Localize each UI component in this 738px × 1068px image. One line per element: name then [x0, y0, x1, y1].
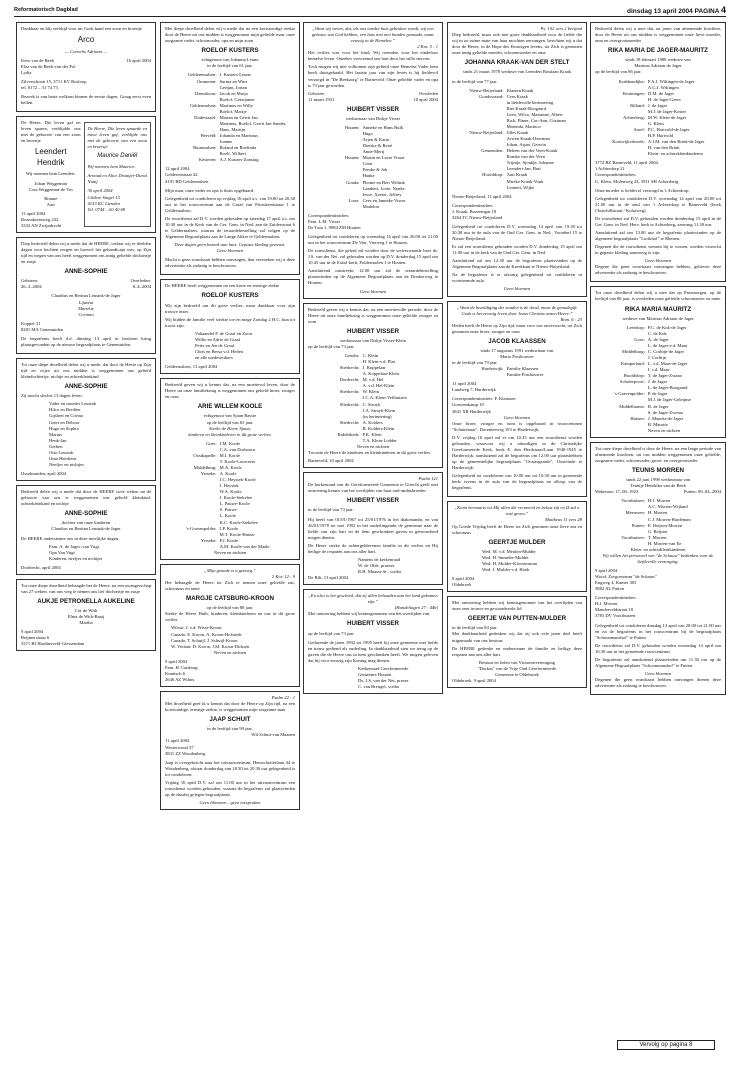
- ad-name: JAAP SCHUIT: [209, 716, 251, 724]
- ad-maurice: De Heere, Die leven spaarde en mooi leven gaf, verblijde ons met de geboorte van een zoon en broertje Maurice Daniël Wij noemen hem Maurice. Arnoud en Alice Draaijer-Dural Naaij 30 april 2004 Gildere Singel 13 4153 KC Lienden Tel. 0744 – 60 40 68: [84, 122, 152, 227]
- family-line: Herveld: Johanda en Martinus: [200, 133, 258, 139]
- family-line: Krabbendijke: P.A.J. Wiltingen-de Jager: [618, 78, 695, 84]
- family-line: H. de Jager-Geers: [647, 96, 681, 102]
- ad-geertje-mulder: „Komt hernaarts tot Mij allen die vermoeid en belast zijt en Ik zal u rust geven.” Mattheus 11 vers 28 Op Goede Vrijdag heeft de Heere tot Zich genomen onze lieve zus en schoonzus GEERTJE MULDER Wed. M. v.d. Meulen-Mulder Wed. H. Immeler-Mulder Wed. H. Mulder-Kloosterman Wed. J. Mulder-v.d. Hoek 9 april 2004 Oldebroek: [447, 501, 587, 592]
- family-line: Gemeniden: Heleen van der Veen-Kraak: [481, 148, 558, 154]
- ad-name: ROELOF KUSTERS: [201, 47, 259, 55]
- ad-name: ANNE-SOPHIE: [64, 383, 108, 391]
- family-line: Roelof, Marije: [219, 108, 247, 114]
- family-line: Nieuw-Beijerland: Klazien Kraak: [469, 87, 534, 93]
- family-line: Hoofddorp: Aart Kraak: [482, 172, 528, 178]
- family-line: H. van den Brink: [647, 145, 680, 151]
- ad-huibert-visser-2: Bedroefd geven wij u kennis dat, na een moeitevolle periode, door de Heere uit onze familiekring is weggenomen onze geliefde zwager en oom HUIBERT VISSER weduwnaar van Dirkje Visser-Klein op de leeftijd van 73 jaar. Genshs: C. Klein H. Klein-v.d. Plas Sliedrecht: J. Koppelaar A. Koppelaar-Klein Dordrecht: M. v.d. Hel A. v.d. Hel-Klein Sliedrecht: W. Klein J.C.A. Klein-Velthuizen Sliedrecht: C. Struyk J.A. Struyk-Klein (in herinnering) Sliedrecht: A. Kolders B. Kolders-Klein Ridderkerk: P.K. Klein T.A. Klein-Lodder Neven en nichten Troostte de Heere de kinderen en kleinkinderen in dit grote verlies. Barneveld, 10 april 2004: [303, 303, 443, 469]
- family-line: Coen: [362, 161, 373, 167]
- family-line: Romke van der Veen: [506, 154, 545, 160]
- family-line: Rick, Elmer, Cor-Ann, Costinan: [506, 117, 566, 123]
- continued-on-page-link[interactable]: Vervolg op pagina 8: [617, 1040, 715, 1050]
- family-line: M.J. de Jager-Koster: [647, 108, 687, 114]
- family-line: Kruiningen: D.M. de Jager: [622, 90, 674, 96]
- ad-name: ROELOF KUSTERS: [201, 292, 259, 300]
- family-line: Joanne: [219, 139, 233, 145]
- ad-name: RIKA MARIA DE JAGER-MAURITZ: [608, 47, 708, 55]
- family-line: S. Pauwe: [219, 507, 237, 513]
- family-line: M.T. Koole-Huizer: [219, 531, 255, 537]
- family-line: S. de Jager-Zwerus: [647, 409, 684, 415]
- family-line: Huizen: J. Mauritz-de Jager: [630, 415, 684, 421]
- column-2: [160, 22, 300, 814]
- family-line: A.C.J. Wiltingen: [647, 84, 679, 90]
- family-line: Kesteren: A.J. Kusters-Zonstag: [198, 157, 259, 163]
- family-line: A. Koppelaar-Klein: [362, 371, 399, 377]
- family-line: Anne-Merij: [362, 149, 385, 155]
- family-line: L. Pauwe-Koole: [219, 501, 250, 507]
- family-line: Lennert, Wijke: [506, 184, 535, 190]
- ad-roelof-kusters-1: Met diepe droefheid delen wij u mede dat na een kortstondige ziekte door de Heere uit ons midden is weggenomen mijn geliefde man, onze zorgzame vader, schoonvader, opa en mijn zoon ROELOF KUSTERS echtgenoot van Johanna Leune in de leeftijd van 61 jaar. Gelderemalsen: J. Kusters-Leune Ommeren: Sarina en Wim Gertjan, Jorian IJzendoorn: Jacob en Marja Roelof, Geertjanne Geldermalsen: Martinus en Willy Roelof, Marije Dodewaard: Marian en Gerrit Jan Martinus, Roelof, Gerrit Jan Sander, Hans, Martijn Herveld: Johanda en Martinus Joanne Buurmalsen: Roland en Roelinda Roelf, Wilbert Kesteren: A.J. Kusters-Zonstag 12 april 2004 Gelderenstraat 42 4191 BD Geldermalsen Mijn man, onze vader en opa is thuis opgebaard. Gelegenheid tot condoleren op vrijdag 16 april a.s. van 19.00 tot 20.30 uur in het rouwcentrum aan de Graaf van Prinsterenstraat 1 te Geldermalsen. De rouwdienst zal D.V. worden gehouden op zaterdag 17 april a.s. om 10.30 uur in de Kerk van de Ger. Gem. in Ned. aan de Zuiderstraat 6 te Geldermalsen, waarna de teraardebestelling zal volgen op de Algemene Begraafplaats aan de Lange Akker te Geldermalsen. Deze dagen geen bezoek aan huis. Gepaste kleding gewenst. Geen bloemen Mocht u geen rouwkaart hebben ontvangen, dan verzoeken wij u deze advertentie als zodanig te beschouwen.: [160, 22, 300, 275]
- family-line: L. de Jager-v.d. Maas: [647, 342, 688, 348]
- family-line: Marenda, Marinco: [506, 123, 541, 129]
- family-line: T.A. Klein-Lodder: [362, 437, 397, 443]
- ad-anne-sophie-1: Diep bedroefd delen wij u mede dat de HEERE, toelaat wij er deelden dagen voor hechten zorgen en hoewel het gehandicapt was, op Zijn tijd en wegen van ons heeft weggenomen ons innig geliefde dochtertje en zusje ANNE-SOPHIE Geboren: Overleden: 26–3–2004 8–4–2004 Claudius en Bertina Leusink-de Jager Lijanna Mariëtte Corinna Koppel 31 8281 MA Genemuiden De begrafenis heeft d.d. dinsdag 13 april in besloten kring plaatsgevonden op de nieuwe begraafplaats te Genemuiden.: [16, 237, 156, 354]
- column-1: [16, 22, 156, 655]
- ad-anne-sophie-3: Bedroefd delen wij u mede dat door de HEERE twee weken na de geboorte van ons is weggenomen ons geliefd kleinkind, achterkleinkind en nichtje ANNE-SOPHIE dochter van onze kinderen Claudius en Bertina Leusink-de Jager De HEERE ondersteune ons in deze moeilijke dagen. Fam. A. de Jager–van Vugt Opa Van Vugt Kinderen, neefjes en nichtjes Dordrecht, april 2004: [16, 485, 156, 575]
- family-line: J. Corbijn: [647, 355, 667, 360]
- ad-arie-willem-koole: Bedroefd geven wij u kennis dat, na een moeitevol leven, door de Heere uit onze familiekring is weggenomen ons geliefd broer, zwager en oom ARIE WILLEM KOOLE echtgenoot van Sjaan Bassie op de leeftijd van 65 jaar. Sterke de Heere Sjaan, kinderen en kleinkinderen in dit grote verlies. Goes: J.M. Koole C.A. van Dorhoorn Oostkapelle: M.I. Koole T. Koole-Louwerse Middelburg: M.A. Koole Yerseke: A. Koole J.C. Heystek-Koole J. Heystek W.A. Koole J. Koole-Stekelee L. Pauwe-Koole S. Pauwe L. Koole K.C. Koole-Stekelee 's-Gravenpolder: J.P. Koole M.T. Koole-Huizer Yerseke: P.J. Koole A.M. Koole-van der Maale Neven en nichten: [160, 378, 300, 560]
- family-line: G. Klein: [647, 120, 664, 126]
- family-line: 's-Gravenpolder: P. de Jager: [614, 391, 668, 397]
- family-line: Oostkapelle: M.I. Koole: [193, 452, 240, 458]
- family-line: C.A. van Dorhoorn: [219, 446, 256, 452]
- ad-name: GEERTJE VAN PUTTEN-MULDER: [467, 615, 567, 623]
- family-line: G. Beijsen: [647, 528, 668, 534]
- newspaper-name: Reformatorisch Dagblad: [14, 7, 78, 13]
- family-line: Mireke Kraak-Vonk: [506, 178, 544, 184]
- ad-margje-catsburg: „Mijn genade is u genoeg.” 2 Kor. 12 : 9 Het behaagde de Heere tot Zich te nemen onze geliefde zus, schoonzus en tante MARGJE CATSBURG-KROON op de leeftijd van 88 jaar. Sterke de Heere Huib, kinderen, kleinkinderen en ons in dit grote verlies. Wilsur: J. v.d. Wiser-Kroon Canada: E. Kroon, A. Kroon-Hofstede Canada: T. Schuijl, J. Schuijl-Kroon W. Verlaat: D. Kroon, J.M. Kroon-Dirksen Neven en nichten 9 april 2004 Fam. H. Catsburg Knuttsch 6 2646 AZ Wilnis: [160, 564, 300, 687]
- family-line: Meeuwen: H. Morren: [625, 510, 668, 516]
- family-line: K.C. Koole-Stekelee: [219, 519, 258, 525]
- family-line: Kootwijkerbroek: A.J.M. van den Brink-de Jager: [612, 139, 705, 145]
- ad-aukje: Tot onze diepe droefheid behaagde het de Heere, na een zwangerschap van 27 weken, van ons weg te nemen ons lief dochtertje en zusje AUKJE PETRONELLA AUKELINE Cor de With Elma de With-Baaij Martha 9 april 2004 Reijmerstraat 6 3371 BJ Hardinxveld-Giessendam: [16, 579, 156, 652]
- family-line: B. Kolders-Klein: [362, 425, 395, 431]
- family-line: J. Koole-Stekelee: [219, 495, 252, 501]
- ad-name: HUIBERT VISSER: [347, 620, 399, 628]
- family-line: Hoofddorp: T. de Jager-Zwaan: [623, 373, 682, 379]
- family-line: Gelderemalsen: J. Kusters-Leune: [187, 72, 251, 78]
- family-line: Gertjan, Jorian: [219, 84, 247, 90]
- family-line: Madelon: [362, 203, 379, 209]
- page-date: dinsdag 13 april 2004 PAGINA 4: [627, 5, 726, 15]
- ad-name: Leendert Hendrik: [34, 147, 67, 167]
- family-line: Femke & Job: [362, 167, 388, 173]
- family-line: L. Koole: [219, 513, 236, 519]
- ad-name: JOHANNA KRAAK-VAN DER STELT: [464, 59, 570, 67]
- ad-name: Arco: [77, 35, 95, 45]
- family-line: Riet Kraak-Boogaard: [506, 105, 547, 111]
- ad-name: HUIBERT VISSER: [347, 327, 399, 335]
- family-line: C.J. Morren-Hardeman: [647, 516, 691, 522]
- ad-huibert-visser-4: „En also is het geschied, dat zij allen behouden aan het land gekomen zijn.” (Handelingen 27 : 44b) Met ontroering hebben wij kennisgenomen van het overlijden van HUIBERT VISSER op de leeftijd van 73 jaar. Gedurende de jaren 1992 tot 1995 heeft hij onze gemeente met liefde en trouw gediend als ouderling. In dankbaarheid zien we terug op de gaven die de Heere ons in hem geschonken heeft. We mogen geloven dat hij voor eeuwig zijn Koning mag dienen. Kerkenraad Gereformeerde Gemeente Houten Ds. J.S. van der Net, preses C. van Breugel, scriba: [303, 589, 443, 694]
- ad-name: AUKJE PETRONELLA AUKELINE: [37, 597, 135, 605]
- family-line: Achterberg: M.W. Klein-de Jager: [623, 114, 687, 120]
- family-line: Nieuw-Beijerland: Jilles Kraak: [469, 130, 529, 135]
- family-line: M.J. de Jager-Geleijnse: [647, 397, 692, 403]
- family-line: J.A. Struyk-Klein: [362, 407, 396, 413]
- family-line: Goudswaard: Cees Kraak: [479, 93, 528, 99]
- ad-name: HUIBERT VISSER: [347, 105, 399, 113]
- family-line: J.C.A. Klein-Velthuizen: [362, 395, 407, 401]
- ad-jaap-schuit: Psalm 22 : 1 Met droefheid geef ik u kennis dat door de Heere op Zijn tijd, na een kortstondige, ernstige ziekte, is weggenomen mijn zorgzame man JAAP SCHUIT in de leeftijd van 99 jaar. Wil Schuit-van Maanen 11 april 2004 Westerwoud 37 3831 ZZ Woudenberg Jaap is overgebracht naar het uitvaartcentrum, Hemschotterlaan 44 te Woudenberg, alwaar donderdag van 18.30 tot 20.30 uur gelegenheid is tot condoleren. Vrijdag 16 april D.V. zal om 11.00 uur in het uitvaartcentrum een rouwdienst worden gehouden, waarna de begrafenis zal plaatsvinden op de daarbij gelegen begraafplaats. Geen bloemen – geen toespraken: [160, 691, 300, 810]
- family-line: Houten: Martin en Lucie Visser: [344, 155, 405, 161]
- family-line: C. de Kok: [647, 330, 667, 336]
- family-line: Leerdorp: P.C. de Kok-de Jager: [626, 324, 687, 330]
- ad-rika-mauritz-2: Tot onze droefheid delen wij u mee dat op Paasmorgen, op de leeftijd van 86 jaar, is overleden onze geliefde schoonzuster en tante RIKA MARIA MAURITZ weduwe van Marinus Adriaan de Jager Leerdorp: P.C. de Kok-de Jager C. de Kok Goes: A. de Jager L. de Jager-v.d. Maas Middelburg: C. Corbijn-de Jager J. Corbijn Kamperland: L. v.d. Maas-de Jager I. v.d. Maas Hoofddorp: T. de Jager-Zwaan Schoterpoort: J. de Jager L. de Jager-Boogaard 's-Gravenpolder: P. de Jager M.J. de Jager-Geleijnse Middelharnis: B. de Jager S. de Jager-Zwerus Huizen: J. Mauritz-de Jager B. Mauritz Neven en nichten: [590, 286, 726, 437]
- ad-rika-de-jager-1: Bedroefd delen wij u mee dat, na jaren van afnemende krachten, door de Heere uit ons midden is weggenomen onze lieve moeder, oma en overgrootmoeder RIKA MARIA DE JAGER-MAURITZ sinds 18 februari 1988 weduwe van Marinus Adriaan de Jager op de leeftijd van 86 jaar. Krabbendijke: P.A.J. Wiltingen-de Jager A.C.J. Wiltingen Kruiningen: D.M. de Jager H. de Jager-Geers Rilland: J. de Jager M.J. de Jager-Koster Achterberg: M.W. Klein-de Jager G. Klein Sasel: P.C. Hartvold-de Jager H.P. Hartvold Kootwijkerbroek: A.J.M. van den Brink-de Jager H. van den Brink Klein- en achterkleinkinderen 3772 BZ Barneveld, 11 april 2004 't Achterdorp 21 Correspondentieadres: G. Klein, Molenweg 24, 3911 SH Achterberg Onze moeder is liefdevol verzorgd in 't Achterdorp. Gelegenheid tot condoleren D.V. woensdag 14 april van 20.00 tot 21.00 uur in de aaul van 't Achterdorp te Barneveld (hoek Churchillstraat / Kolarweg). De rouwdienst zal D.V. gehouden worden donderdag 15 april in de Ger. Gem. in Ned. Herv. kerk te Achterberg, aanvang 11.30 uur. Aansluitend zal om 13.00 uur de begrafenis plaatsvinden op de algemene begraafplaats "Lorikhof" te Rhenen. Degenen die de rouwdienst wensen bij te wonen, worden verzocht in gepaste kleding aanwezig te zijn. Geen bloemen Degene die geen rouwkaart ontvangen hebben, gelieven deze advertentie als zodanig te beschouwen.: [590, 22, 726, 282]
- family-line: Klein- en achterkleinkinderen: [647, 151, 703, 157]
- ad-johanna-kraak: Ps. 102 vers 2 berijmd Diep bedroefd, maar ook met grote dankbaarheid voor de liefde die wij in zo ruime mate van haar mochten ontvangen, berichten wij u dat door de Heere, in de Hope des Eeuwigen levens, tot Zich is genomen onze innig geliefde moeder, schoonmoeder en oma JOHANNA KRAAK-VAN DER STELT sinds 21 maart 1978 weduwe van Leendert Bastiaan Kraak in de leeftijd van 77 jaar. Nieuw-Beijerland: Klazien Kraak Goudswaard: Cees Kraak in liefdevolle herinnering Riet Kraak-Boogaard Leen, Wilco, Marianne, Albert Rick, Elmer, Cor-Ann, Costinan Marenda, Marinco Nieuw-Beijerland: Jilles Kraak Arwen Kraak-IJzerman Johan, Arjan, Gerwin Gemeniden: Heleen van der Veen-Kraak Romke van der Veen Trijntje, Sjoukje, Johanne Leendert-Jan, Bart Hoofddorp: Aart Kraak Mireke Kraak-Vonk Lennert, Wijke Nieuw-Beijerland, 11 april 2004 Correspondentieadres: J. Kraak, Boezemgat 18 3264 TC Nieuw-Beijerland Gelegenheid tot condoleren D.V. woensdag 14 april van 19.30 tot 20.30 uur in de aula van de Oud Ger. Gem. in Ned., Voordeel 15 te Nieuw-Beijerland. Er zal een rouwdienst gehouden worden D.V. donderdag 15 april om 11.00 uur in de kerk van de Oud Ger. Gem. in Ned. Aansluitend zal om 12.30 uur de begrafenis plaatsvinden op de Algemene Begraafplaats aan de Kreekkant te Nieuw-Beijerland. Na de begrafenis is er afzonig gelegenheid tot condoleren in voornoemde aula. Geen bloemen: [447, 22, 587, 297]
- family-line: B. Mauritz: [647, 421, 668, 427]
- family-line: IJzendoorn: Jacob en Marja: [194, 90, 248, 96]
- ad-name: RIKA MARIA MAURITZ: [624, 305, 692, 313]
- family-line: Sliedrecht: W. Klein: [339, 389, 380, 395]
- ad-name: JACOB KLAASSEN: [488, 337, 546, 345]
- family-line: Voorthuizen: T. Morren: [621, 534, 667, 540]
- ad-name: TEUNIS MORREN: [632, 467, 684, 474]
- family-line: Roelof, Geertjanne: [219, 96, 255, 102]
- family-line: Middelharnis: B. de Jager: [619, 403, 669, 409]
- ad-teunis-morren: Tot onze diepe droefheid is door de Heere, na een lange periode van afnemende krachten, uit ons midden weggenomen onze geliefde, zorgzame vader, schoonvader, groot- en overgrootvader TEUNIS MORREN sinds 22 juni 1998 weduwnaar van Teuntje Hendrika van de Beek Wekerom: 17–08–1923 Putten: 09–04–2004 Voorthuizen: H.J. Morren A.C. Morren-Wijland Meeuwen: H. Morren C.J. Morren-Hardeman Putten: E. Beijsen-Morren G. Beijsen Voorthuizen: T. Morren H. Morren-van Ee Klein- en achterkleinkinderen Wij willen het personeel van "de Schauw" bedanken voor de liefdevolle verzorging. 9 april 2004 Wood: Zorgcentrum "de Schauw" Engweg 4, Kamer 305 3882 AL Putten Correspondentieadres: H.J. Morren Manderveldstraat 18 3781 DV Voorthuizen Gelegenheid tot condoleren dinsdag 13 april van 20.00 tot 21.00 uur en na de begrafenis in het rouwcentrum bij de begraafplaats "Schoonmanshof" te Putten. De rouwdienst zal D.V. gehouden worden woensdag 14 april om 10.30 uur in het genoemde rouwcentrum. De begrafenis zal aansluitend plaatsvinden om 11.30 uur op de Algemene Begraafplaats "Schoonmanshof" te Putten. Geen bloemen Degenen die geen rouwkaart hebben ontvangen dienen deze advertentie als zodanig te beschouwen.: [590, 442, 726, 695]
- family-line: J. Heystek: [219, 483, 239, 489]
- ad-name: ANNE-SOPHIE: [64, 268, 108, 276]
- family-line: Leen, Wilco, Marianne, Albert: [506, 111, 563, 117]
- ad-huibert-visser-1: „Want wij weten, dat, als ons aardse huis gebroken wordt, wij een gebouw van God hebben, een huis niet met handen gemaakt, maar eeuwig in de Hemelen.” 2 Kor. 5 : 1 Het verlies was voor het kind. Wij roemden voor het eindeloos hemelse leven. Onzeker vervreemd ons hart door het stille sterven. Toch mogen wij niet volkomen zijn geliefd onze Hemelse Vader hem heeft thuisgehaald. Het laatste jaar van zijn leven is hij liefdevol verzorgd in "De Beekzorg" te Barneveld. Onze geliefde vader en opa is 73 jaar geworden. Geboren Overleden 11 maart 1931 10 april 2004 HUIBERT VISSER weduwnaar van Dirkje Visser Houten: Anneke en Hans Bulk Hugo Arjen & Karin Dietske & René Anne-Merij Houten: Martin en Lucie Visser Coen Femke & Job Hanke Gouda: Phonie en Bert Wiltink Lambert, Lotte, Nynke Jesse, Xavier, Jeffrey Lisse: Cees en Janneke Visser Madelon Correspondentieadres: Fam. L.M. Visser De Tuin 1, 9984 ZM Houten Gelegenheid tot condoleren op woensdag 14 april van 20.00 tot 21.00 uur in het rouwcentrum De Vier, Vierweg 1 te Houten. De rouwdienst, die geleid zal worden door de weleerwaarde heer ds. J.S. van der Net, zal gehouden worden op D.V. donderdag 15 april om 10.45 uur in de Eskol-kerk, Poldermolen 1 te Houten. Aansluitend omstreeks 12.00 uur zal de teraardebestelling plaatsvinden op de Algemene Begraafplaats aan de Donkerweg te Houten. Geen bloemen: [303, 22, 443, 299]
- ad-name: ANNE-SOPHIE: [64, 510, 108, 518]
- family-line: Lambert, Lotte, Nynke: [362, 185, 405, 191]
- family-line: Genshs: C. Klein: [344, 353, 379, 358]
- family-line: Hugo: [362, 131, 373, 136]
- family-line: Neven en nichten: [647, 427, 681, 433]
- family-line: Roelf, Wilbert: [219, 151, 246, 157]
- family-line: Gouda: Phonie en Bert Wiltink: [346, 179, 405, 185]
- family-line: Arjen & Karin: [362, 137, 390, 143]
- family-line: Goes: A. de Jager: [634, 336, 669, 342]
- family-line: Sasel: P.C. Hartvold-de Jager: [633, 127, 690, 132]
- family-line: Putten: E. Beijsen-Morren: [631, 522, 683, 528]
- family-line: Martinus, Roelof, Gerrit Jan Sander, Hans, Martijn: [219, 120, 287, 132]
- family-line: Sliedrecht: C. Struyk: [339, 401, 381, 407]
- family-line: A.C. Morren-Wijland: [647, 504, 688, 510]
- family-line: Voorthuizen: H.J. Morren: [621, 498, 671, 504]
- family-line: Ommeren: Sarina en Wim: [196, 78, 247, 84]
- family-line: Middelburg: C. Corbijn-de Jager: [622, 348, 685, 354]
- family-line: (in herinnering): [362, 413, 392, 419]
- family-line: Yerseke: A. Koole: [200, 471, 237, 476]
- ad-name: ARIE WILLEM KOOLE: [197, 403, 263, 411]
- ad-geertje-van-putten: Met ontroering hebben wij kennisgenomen van het overlijden van onze zeer trouwe en gewaardeerde lid GEERTJE VAN PUTTEN-MULDER in de leeftijd van 84 jaar. Met dankbaarheid gedenken wij dat zij ook vele jaren deel heeft uitgemaakt van ons bestuur. De HEERE gedenke en ondersteune de familie en heilige deze respaten aan ons aller hart. Bestuur en leden van Vrouwenvereniging "Dorkas" van de Vrije Oud Gereformeerde Gemeente te Oldebroek Oldebroek, 9 april 2004: [447, 596, 587, 688]
- ad-roelof-kusters-2: De HEERE heeft weggenomen na een korte en ernstige ziekte ROELOF KUSTERS Wij zijn bedroefd om dit grote verlies, maar dankbaar voor zijn trouwe inzet. Wij bidden de familie veel sterkte toe en mage Zondag 2 H.C. hun tot troost zijn. Vakaandel P. de Graaf en Zoon Willie en Adrie de Graaf Peter en Jen de Graaf Chris en Bersa v.d. Heden en alle medewerkers Geldermalsen, 13 april 2004: [160, 279, 300, 374]
- ad-name: Maurice Daniël: [97, 153, 138, 160]
- ad-name: HUIBERT VISSER: [347, 497, 399, 505]
- family-line: H. Klein-v.d. Plas: [362, 359, 396, 365]
- family-line: Johan, Arjan, Gerwin: [506, 142, 546, 148]
- family-line: Dodewaard: Marian en Gerrit Jan: [194, 114, 258, 120]
- family-line: T. Koole-Louwerse: [219, 458, 256, 464]
- family-line: Leendert-Jan, Bart: [506, 166, 541, 172]
- page-header: [14, 5, 726, 17]
- family-line: Lisse: Cees en Janneke Visser: [348, 197, 406, 203]
- family-line: Geldermalsen: Martinus en Willy: [189, 102, 254, 108]
- family-line: H. Morren-van Ee: [647, 540, 682, 546]
- family-line: Trijntje, Sjoukje, Johanne: [506, 160, 554, 166]
- family-line: Hanke: [362, 173, 375, 179]
- family-line: Goes: J.M. Koole: [205, 440, 241, 446]
- family-line: Schoterpoort: J. de Jager: [619, 379, 668, 385]
- family-line: W.A. Koole: [219, 489, 242, 495]
- family-line: Jesse, Xavier, Jeffrey: [362, 191, 402, 197]
- family-line: in liefdevolle herinnering: [506, 99, 554, 105]
- ad-jacob-klaassen: „Want de bezoldiging der zonden is de dood, maar de genadegift Gods is het eeuwig leven door Jezus Christus onzen Heere.” Rom. 6 : 23 Heden heeft de Heere op Zijn tijd, maar voor ons onverwacht, tot Zich genomen onze broer, zwager en oom JACOB KLAASSEN sinds 17 augustus 1991 weduwnaar van Maria Posthouwer in de leeftijd van 79 jaar. Harderwijk: Familie Klaassen Familie Posthouwer 11 april 2004 Landweg 7, Harderwijk Correspondentieadres: F. Klaassen Goeseenkamp 10 3841 XR Harderwijk Geen bloemen Onze broer, zwager en oom is opgebaard in rouwcentrum "Schuttenaar", Dorenterweg 193 te Harderwijk. D.V. vrijdag 16 april zal er om 10.45 uur een rouwdienst worden gehouden, waarvoor wij u uitnodigen in de Christelijke Gereformeerde Kerk, hoek E. den Herdstraat/Laan 1940-1945 te Harderwijk; aansluitend zal de begrafenis om 12.00 uur plaatshebben op de gemeentelijke begraafplaats "Oostergaarde", Oosteinde te Harderwijk. Gelegenheid tot condoleren van 10.00 uur tot 10.30 uur in genoemde kerk; tevens in de aula van de begraafplaats na afloop van de begrafenis.: [447, 301, 587, 498]
- family-line: I. v.d. Maas: [647, 367, 670, 373]
- family-line: H.P. Hartvold: [647, 133, 674, 139]
- family-line: A.M. Koole-van der Maale: [219, 543, 270, 549]
- ad-name: GEERTJE MULDER: [488, 538, 546, 546]
- family-line: Ridderkerk: P.K. Klein: [337, 431, 382, 437]
- family-line: Kamperland: L. v.d. Maas-de Jager: [620, 361, 688, 367]
- ad-arco: Dankbaar en blij verblijd voor uit Gods hand een zoon en broertje Arco — Cornelis Adriaan — Kees van de Beek 16 april 2004 Elza van de Beek-van der Pol Lydia Zilverschoon 15, 3711 KV Rosloop tel. 0172 – 31 74 73 Bezoek is van harte welkom binnen de eerste dagen. Graag eerst even bellen.: [16, 22, 156, 112]
- family-line: Sliedrecht: J. Koppelaar: [339, 365, 386, 371]
- column-4: [447, 22, 587, 692]
- family-line: 's-Gravenpolder: J.P. Koole: [185, 525, 239, 531]
- ad-leendert: De Heere, Die leven gaf en leven sparen, verblijdde ons met de geboorte van een zoon en broertje Leendert Hendrik Wij noemen hem Leendert. Johan Weggeman Cora Weggeman-de Vos Rianne Aart 11 april 2004 Rozenkransweg 232 3332 AN Zwijndrecht De Heere, Die leven spaarde en mooi leven gaf, verblijde ons met de geboorte van een zoon en broertje Maurice Daniël Wij noemen hem Maurice. Arnoud en Alice Draaijer-Dural Naaij 30 april 2004 Gildere Singel 13 4153 KC Lienden Tel. 0744 – 60 40 68: [16, 116, 156, 233]
- column-5: [590, 22, 726, 699]
- ad-anne-sophie-2: Tot onze diepe droefheid delen wij u mede, dat door de Heere op Zijn tijd en wijze uit ons midden is weggenomen ons geliefd kleindochtertje, nichtje en achterkleinkind ANNE-SOPHIE Zij mocht slechts 13 dagen leven. Vader en moeder Leusink Hilco en Berdien Gijsbert en Corina Geert en Debora Hugo en Sophia Marius Henk-Jan Gerben Otto Leusink Oma Heerkens Neefjes en nichtjes IJsselmuiden, april 2004: [16, 358, 156, 481]
- family-line: Dordrecht: M. v.d. Hel: [339, 377, 384, 383]
- family-line: Rilland: J. de Jager: [630, 102, 668, 108]
- family-line: Houten: Anneke en Hans Bulk: [344, 124, 404, 130]
- family-line: Dietske & René: [362, 143, 392, 149]
- family-line: Buurmalsen: Roland en Roelinda: [193, 145, 257, 151]
- family-line: Middelburg: M.A. Koole: [193, 464, 242, 470]
- family-line: Yerseke: P.J. Koole: [200, 537, 239, 543]
- family-line: A. v.d. Hel-Klein: [362, 383, 395, 389]
- ad-huibert-visser-3: Psalm 121 De kerkenraad van de Gereformeerde Gemeente te Utrecht geeft met ontroering kennis van het overlijden van haar oud-ambtsbroeder HUIBERT VISSER in de leeftijd van 73 jaar. Hij heeft van 01/01/1967 tot 25/01/1976 in het diakenambt, en van 26/01/1978 tot mei 1992 in het ouderlingambt de gemeente naar de liefde van zijn hart en de hem geschonken gaven in getrouwheid mogen dienen. De Heere sterke de achtergeblevenen familie in dit verlies en Hij heilige de respaten aan ons aller hart. Namens de kerkenraad W. de Olde, praeses R.H. Maasse Sr., scriba De Bilt, 13 april 2004: [303, 472, 443, 585]
- column-3: [303, 22, 443, 698]
- family-line: Arwen Kraak-IJzerman: [506, 136, 550, 142]
- family-line: J.C. Heystek-Koole: [219, 477, 256, 483]
- ad-name: MARGJE CATSBURG-KROON: [186, 595, 274, 603]
- family-line: L. de Jager-Boogaard: [647, 385, 688, 391]
- family-line: Sliedrecht: A. Kolders: [339, 419, 383, 425]
